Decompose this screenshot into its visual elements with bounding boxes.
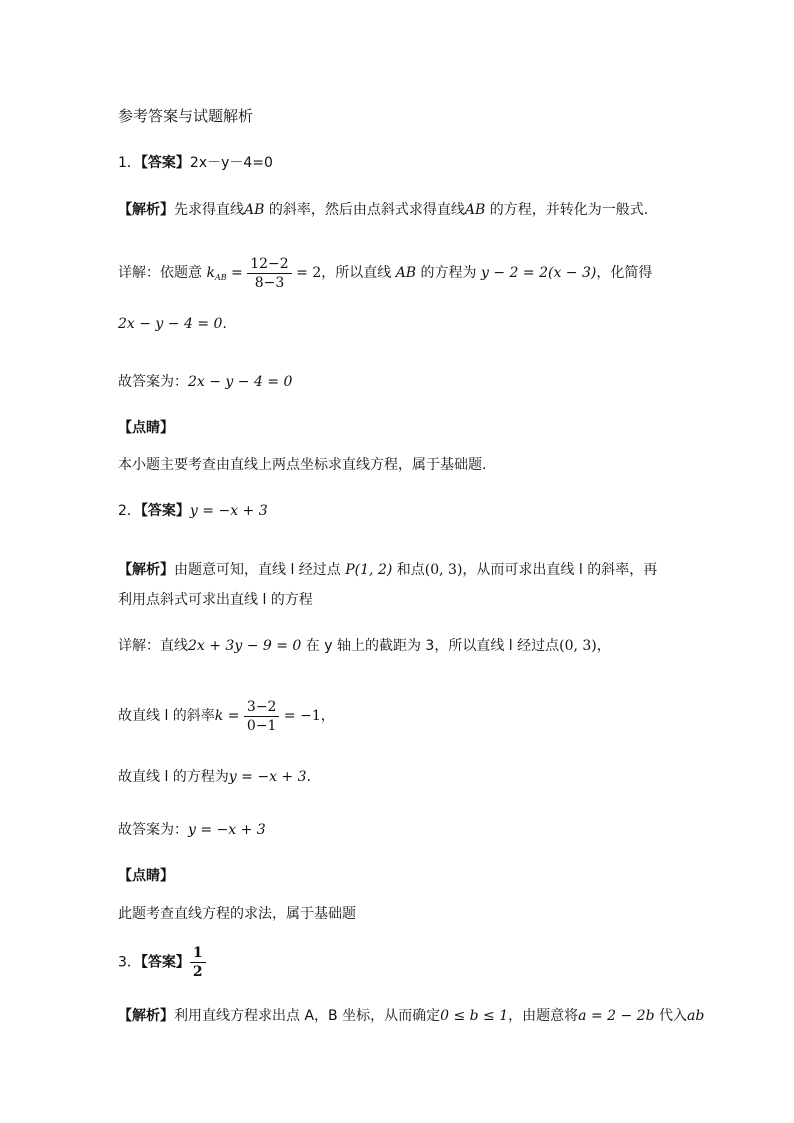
- final-label: 故答案为：: [118, 822, 188, 838]
- q1-detail: [118, 253, 652, 298]
- line-equation: 2x + 3y − 9 = 0: [188, 638, 302, 654]
- math-ab: AB: [464, 202, 486, 218]
- analysis-text: 先求得直线: [174, 202, 244, 218]
- answer-tag: 【答案】: [140, 155, 190, 171]
- analysis-text: ，从而可求出直线 l 的斜率，再: [462, 562, 658, 578]
- q2-number: 2．: [118, 503, 141, 519]
- q3-number: 3．: [118, 954, 141, 971]
- analysis-tag: 【解析】: [118, 202, 174, 218]
- q2-detail: [118, 636, 611, 656]
- substitution-equation: a = 2 − 2b: [578, 1008, 655, 1024]
- q3-answer-fraction: [190, 944, 206, 981]
- slope-fraction: [244, 698, 280, 735]
- slope-fraction: [247, 255, 291, 292]
- detail-text: 的方程为: [416, 265, 481, 281]
- line-equation: y − 2 = 2(x − 3): [481, 265, 597, 281]
- analysis-text: 利用直线方程求出点 A，B 坐标，从而确定: [174, 1008, 441, 1024]
- q2-answer-value: y = −x + 3: [189, 503, 268, 519]
- math-k: k: [206, 265, 215, 281]
- math-eq: =: [226, 265, 248, 281]
- q2-final: [118, 820, 266, 840]
- math-ab: AB: [395, 265, 417, 281]
- math-k-sub: AB: [214, 273, 227, 282]
- q1-answer-value: 2x－y－4=0: [189, 155, 273, 171]
- point-coords: (0, 3): [559, 638, 597, 654]
- q1-dianjing-tag: [118, 418, 174, 438]
- q2-answer: [118, 501, 268, 521]
- comma: ，: [320, 708, 335, 724]
- q2-equation: [118, 767, 311, 787]
- analysis-tag: 【解析】: [118, 562, 174, 578]
- q2-dianjing-tag: [118, 866, 174, 886]
- period: .: [306, 769, 311, 785]
- analysis-text: 代入: [654, 1008, 687, 1024]
- detail-text: 详解：依题意: [118, 265, 207, 281]
- detail-text: ，所以直线: [321, 265, 396, 281]
- point-p: P(1, 2): [345, 562, 393, 578]
- detail-text: 详解：直线: [118, 638, 188, 654]
- detail-text: 在 y 轴上的截距为 3，所以直线 l 经过点: [301, 638, 560, 654]
- inequality: 0 ≤ b ≤ 1: [440, 1008, 509, 1024]
- q1-analysis: [118, 200, 648, 220]
- dianjing-tag: 【点睛】: [118, 420, 174, 436]
- fraction-numerator: 12−2: [247, 255, 291, 274]
- q3-analysis: [118, 1006, 704, 1026]
- dianjing-tag: 【点睛】: [118, 868, 174, 884]
- final-label: 故答案为：: [118, 374, 188, 390]
- analysis-text: 的斜率，然后由点斜式求得直线: [264, 202, 465, 218]
- answer-tag: 【答案】: [140, 954, 190, 971]
- math-ab: ab: [686, 1008, 705, 1024]
- detail-text: ，化简得: [596, 265, 653, 281]
- period: .: [222, 316, 227, 332]
- page-title: 参考答案与试题解析: [118, 107, 254, 125]
- q1-dianjing-text: 本小题主要考查由直线上两点坐标求直线方程，属于基础题.: [118, 457, 487, 473]
- q1-number: 1．: [118, 155, 141, 171]
- fraction-denominator: 8−3: [254, 274, 285, 291]
- fraction-denominator: 0−1: [246, 717, 277, 734]
- q2-dianjing-text: 此题考查直线方程的求法，属于基础题: [118, 906, 356, 922]
- math-ab: AB: [244, 202, 265, 218]
- slope-label: 故直线 l 的斜率: [118, 708, 215, 724]
- q2-slope: [118, 696, 335, 736]
- fraction-denominator: 2: [192, 964, 203, 980]
- analysis-text: 和点: [392, 562, 425, 578]
- line-equation: y = −x + 3: [228, 769, 307, 785]
- equation-label: 故直线 l 的方程为: [118, 769, 229, 785]
- q2-analysis: [118, 560, 657, 580]
- q1-detail-line2: [118, 314, 227, 334]
- answer-tag: 【答案】: [140, 503, 190, 519]
- fraction-numerator: 1: [190, 944, 206, 963]
- analysis-text: ，由题意将: [508, 1008, 579, 1024]
- math-result: = 2: [291, 265, 322, 281]
- simplified-equation: 2x − y − 4 = 0: [118, 316, 223, 332]
- final-equation: 2x − y − 4 = 0: [188, 374, 293, 390]
- analysis-text: 的方程，并转化为一般式.: [485, 202, 649, 218]
- q2-analysis-line2: 利用点斜式可求出直线 l 的方程: [118, 592, 313, 608]
- fraction-numerator: 3−2: [244, 698, 280, 717]
- q3-answer: [118, 944, 206, 981]
- math-k: k =: [214, 708, 244, 724]
- analysis-tag: 【解析】: [118, 1008, 174, 1024]
- analysis-text: 由题意可知，直线 l 经过点: [174, 562, 346, 578]
- final-equation: y = −x + 3: [188, 822, 266, 838]
- math-result: = −1: [279, 708, 321, 724]
- q1-answer: [118, 153, 273, 173]
- q1-final: [118, 372, 292, 392]
- point-coords: (0, 3): [424, 562, 463, 578]
- detail-text: ，: [596, 638, 611, 654]
